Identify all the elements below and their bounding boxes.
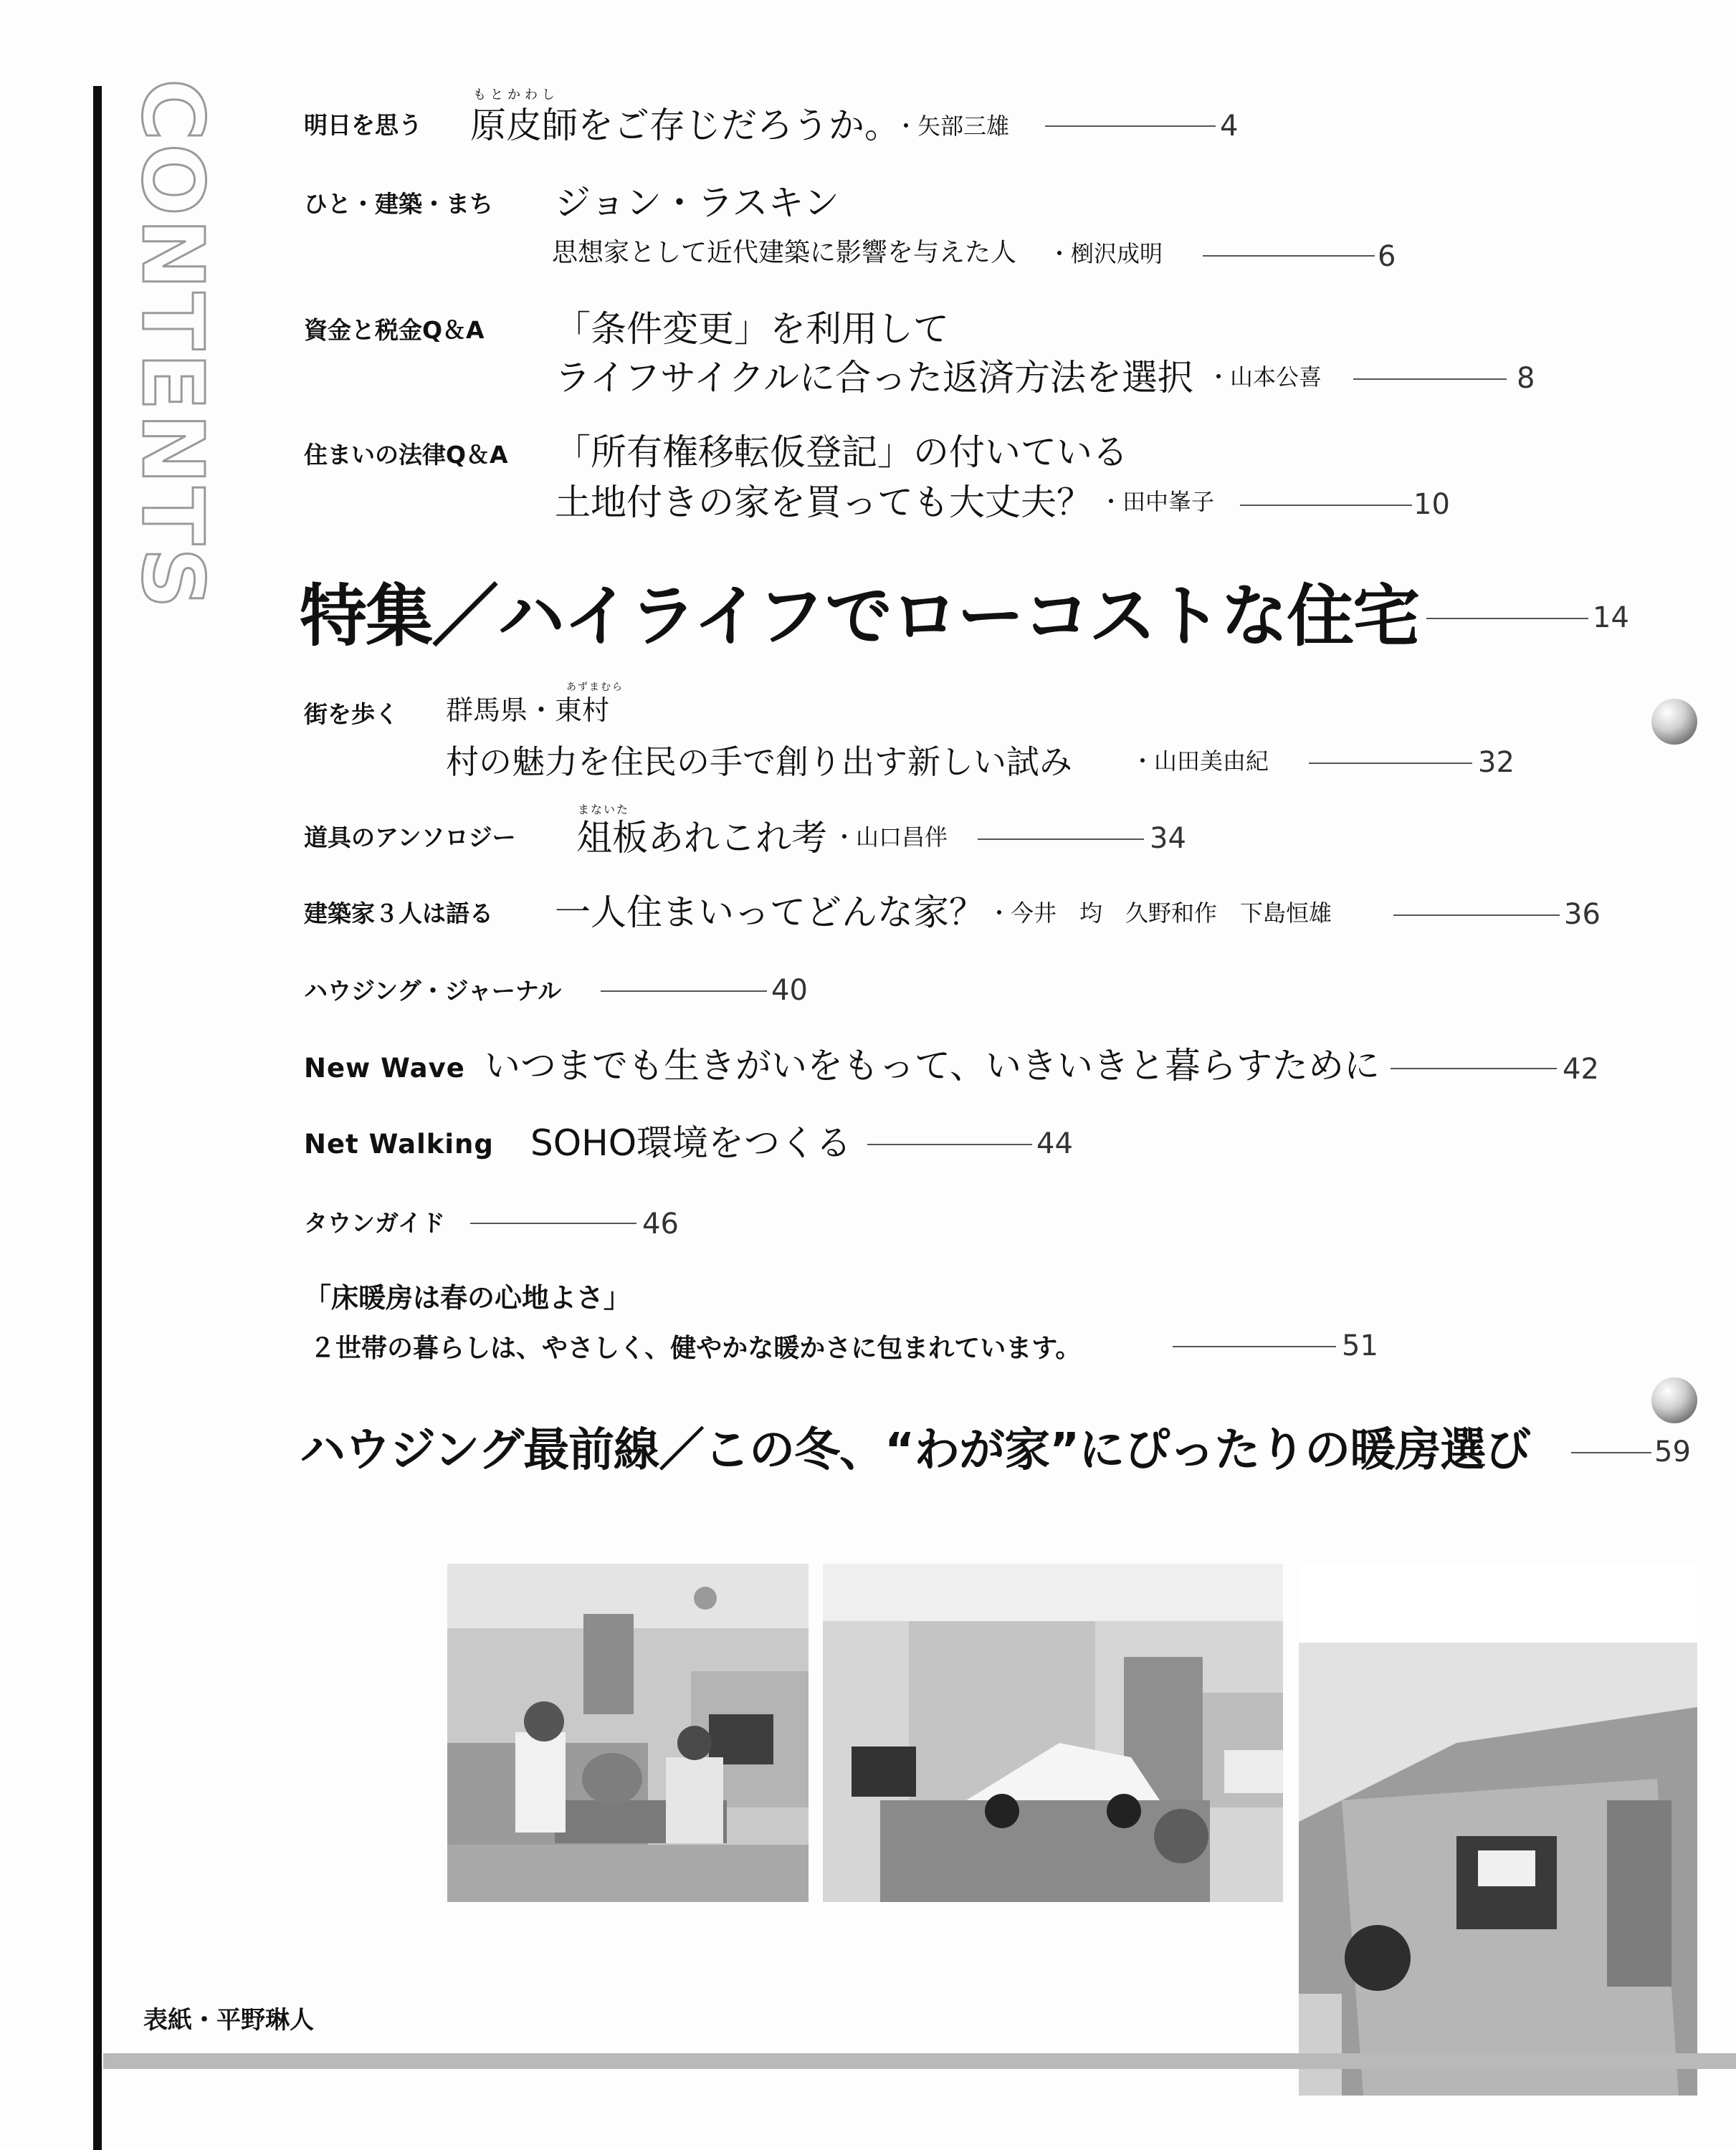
toc-place: 群馬県・東村 xyxy=(446,694,610,726)
toc-page: 32 xyxy=(1478,746,1515,779)
toc-page: 46 xyxy=(642,1208,679,1241)
toc-author: ・矢部三雄 xyxy=(895,113,1010,140)
toc-page: 6 xyxy=(1378,240,1396,273)
toc-category: 住まいの法律Q＆A xyxy=(304,441,508,469)
leader-line xyxy=(978,838,1144,840)
toc-title: ジョン・ラスキン xyxy=(555,182,839,224)
leader-line xyxy=(1240,505,1412,506)
toc-category: ハウジング・ジャーナル xyxy=(304,977,562,1005)
toc-title: 村の魅力を住民の手で創り出す新しい試み xyxy=(446,742,1072,781)
leader-line xyxy=(1391,1068,1557,1069)
toc-category: New Wave xyxy=(304,1053,465,1084)
left-vertical-bar xyxy=(93,86,102,2150)
toc-ruby: あずまむら xyxy=(566,682,624,693)
toc-title: いつまでも生きがいをもって、いきいきと暮らすために xyxy=(485,1045,1380,1086)
punch-hole-top xyxy=(1651,699,1697,745)
toc-page: 34 xyxy=(1150,822,1186,855)
toc-page: 10 xyxy=(1413,488,1450,521)
toc-page: 36 xyxy=(1564,898,1601,931)
toc-page: 42 xyxy=(1563,1053,1599,1086)
leader-line xyxy=(1393,914,1560,916)
toc-author: ・椡沢成明 xyxy=(1048,240,1163,267)
ad-page: 51 xyxy=(1342,1329,1378,1362)
punch-hole-bottom xyxy=(1651,1377,1697,1423)
toc-title: 一人住まいってどんな家？ xyxy=(555,892,985,933)
toc-title: 「所有権移転仮登記」の付いている xyxy=(555,431,1128,473)
leader-line xyxy=(1353,378,1507,380)
leader-line xyxy=(1309,763,1472,764)
toc-author: ・今井 均 久野和作 下島恒雄 xyxy=(988,899,1332,927)
toc-category: 道具のアンソロジー xyxy=(304,823,516,851)
toc-category: タウンガイド xyxy=(304,1209,446,1237)
toc-page: 4 xyxy=(1220,110,1239,143)
toc-category: 建築家３人は語る xyxy=(304,899,493,927)
leader-line xyxy=(1426,618,1588,619)
toc-subtitle: 土地付きの家を買っても大丈夫？ xyxy=(555,482,1092,523)
toc-category: Net Walking xyxy=(304,1129,494,1160)
toc-author: ・田中峯子 xyxy=(1100,488,1215,515)
cover-credit: 表紙・平野琳人 xyxy=(143,2006,314,2035)
leader-line xyxy=(601,990,767,992)
car-showroom-photo xyxy=(823,1564,1283,1902)
leader-line xyxy=(1203,255,1375,257)
feature-page: 14 xyxy=(1593,601,1629,634)
toc-title: 俎板あれこれ考 xyxy=(576,817,827,859)
leader-line xyxy=(470,1223,636,1224)
toc-author: ・山本公喜 xyxy=(1207,363,1322,391)
toc-page: 8 xyxy=(1517,362,1535,395)
toc-author: ・山口昌伴 xyxy=(833,823,948,851)
toc-title: 「条件変更」を利用して xyxy=(555,308,949,350)
living-room-photo xyxy=(447,1564,809,1902)
atrium-interior-photo xyxy=(1299,1564,1697,2096)
leader-line xyxy=(1173,1346,1336,1347)
toc-category: 資金と税金Q＆A xyxy=(304,316,485,344)
toc-title: SOHO環境をつくる xyxy=(530,1122,852,1164)
toc-subtitle: 思想家として近代建築に影響を与えた人 xyxy=(552,238,1017,267)
toc-category: 明日を思う xyxy=(304,111,422,139)
contents-heading: CONTENTS xyxy=(123,79,222,611)
bottom-gray-band xyxy=(103,2053,1736,2069)
leader-line xyxy=(867,1144,1032,1145)
leader-line xyxy=(1045,125,1216,127)
toc-category: 街を歩く xyxy=(304,700,399,728)
feature-title: 特集／ハイライフでローコストな住宅 xyxy=(300,578,1419,656)
feature-page: 59 xyxy=(1654,1435,1691,1468)
toc-category: ひと・建築・まち xyxy=(304,190,493,218)
toc-page: 40 xyxy=(771,974,808,1007)
toc-author: ・山田美由紀 xyxy=(1131,747,1269,775)
ad-subline: ２世帯の暮らしは、やさしく、健やかな暖かさに包まれています。 xyxy=(310,1334,1082,1363)
leader-line xyxy=(1571,1452,1651,1453)
toc-title: 原皮師をご存じだろうか。 xyxy=(470,105,900,146)
feature-title: ハウジング最前線／この冬、“わが家”にぴったりの暖房選び xyxy=(300,1424,1531,1477)
toc-ruby: もとかわし xyxy=(473,87,559,102)
toc-subtitle: ライフサイクルに合った返済方法を選択 xyxy=(555,357,1193,398)
toc-ruby: まないた xyxy=(578,803,630,816)
ad-headline: 「床暖房は春の心地よさ」 xyxy=(304,1282,631,1314)
toc-page: 44 xyxy=(1036,1127,1073,1160)
